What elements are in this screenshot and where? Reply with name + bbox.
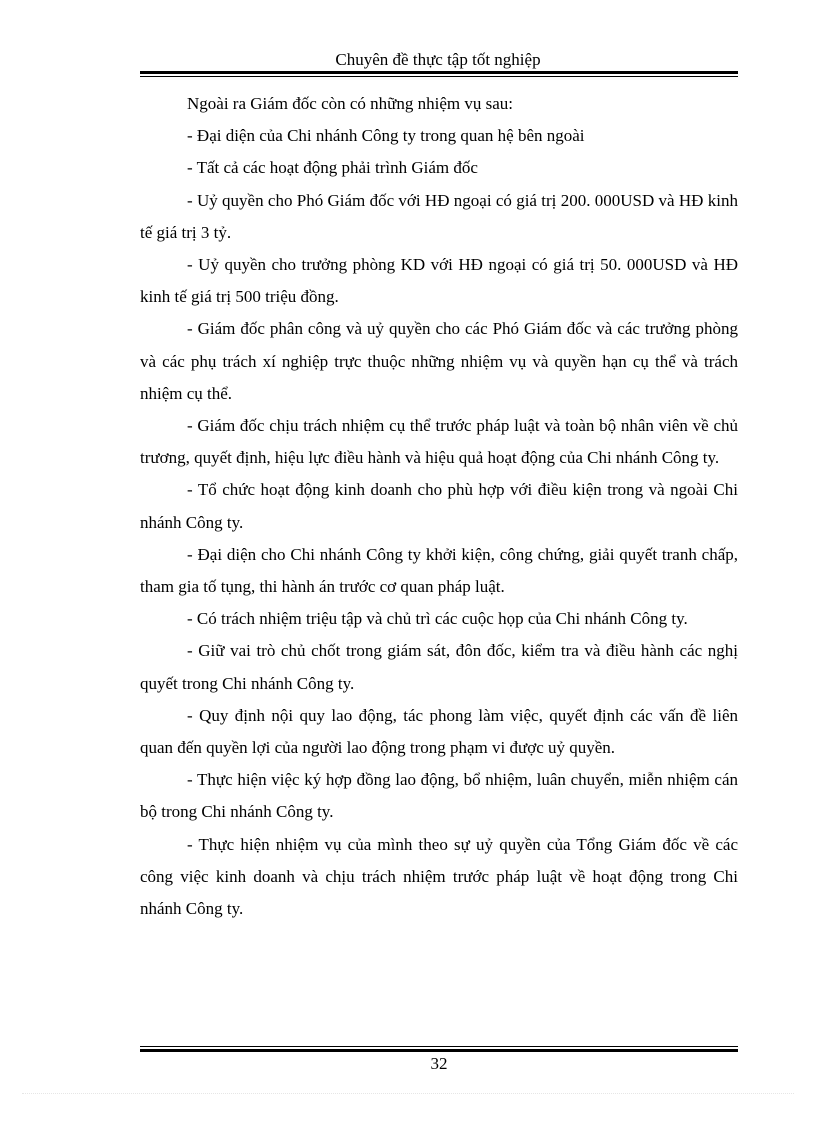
footer-rule-thin: [140, 1046, 738, 1047]
paragraph: - Giữ vai trò chủ chốt trong giám sát, đôn đốc, kiểm tra và điều hành các nghị quyết trong Chi nhánh Công ty.: [140, 641, 738, 693]
paragraph: - Uỷ quyền cho trưởng phòng KD với HĐ ngoại có giá trị 50. 000USD và HĐ kinh tế giá trị 500 triệu đồng.: [140, 255, 738, 307]
paragraph: - Thực hiện việc ký hợp đồng lao động, bổ nhiệm, luân chuyển, miễn nhiệm cán bộ trong Chi nhánh Công ty.: [140, 770, 738, 822]
paragraph: - Tổ chức hoạt động kinh doanh cho phù hợp với điều kiện trong và ngoài Chi nhánh Công ty.: [140, 480, 738, 532]
paragraph: - Có trách nhiệm triệu tập và chủ trì các cuộc họp của Chi nhánh Công ty.: [187, 609, 688, 629]
paragraph: - Quy định nội quy lao động, tác phong làm việc, quyết định các vấn đề liên quan đến quyền lợi của người lao động trong phạm vi được uỷ quyền.: [140, 705, 738, 758]
paragraph: - Đại diện của Chi nhánh Công ty trong quan hệ bên ngoài: [187, 126, 585, 146]
paragraph: - Thực hiện nhiệm vụ của mình theo sự uỷ quyền của Tổng Giám đốc về các công việc kinh doanh và chịu trách nhiệm trước pháp luật về hoạt động trong Chi nhánh Công ty.: [140, 834, 738, 919]
paragraph: - Giám đốc phân công và uỷ quyền cho các Phó Giám đốc và các trưởng phòng và các phụ trách xí nghiệp trực thuộc những nhiệm vụ và quyền hạn cụ thể và trách nhiệm cụ thể.: [140, 319, 738, 403]
footer-rule-thick: [140, 1049, 738, 1052]
page-number: 32: [430, 1054, 448, 1073]
body-text: [140, 88, 738, 925]
paragraph: Ngoài ra Giám đốc còn có những nhiệm vụ sau:: [187, 94, 513, 113]
paragraph: - Uỷ quyền cho Phó Giám đốc với HĐ ngoại có giá trị 200. 000USD và HĐ kinh tế giá trị 3 tỷ.: [140, 190, 738, 242]
header-rule-thin: [140, 76, 738, 77]
paragraph: - Tất cả các hoạt động phải trình Giám đốc: [187, 158, 478, 178]
page-bottom-divider: [22, 1093, 794, 1094]
paragraph: - Đại diện cho Chi nhánh Công ty khởi kiện, công chứng, giải quyết tranh chấp, tham gia tố tụng, thi hành án trước cơ quan pháp luật.: [140, 544, 738, 597]
page-header-title: Chuyên đề thực tập tốt nghiệp: [335, 50, 541, 69]
paragraph: - Giám đốc chịu trách nhiệm cụ thể trước pháp luật và toàn bộ nhân viên về chủ trương, quyết định, hiệu lực điều hành và hiệu quả hoạt động của Chi nhánh Công ty.: [140, 416, 738, 468]
header-rule-thick: [140, 71, 738, 74]
